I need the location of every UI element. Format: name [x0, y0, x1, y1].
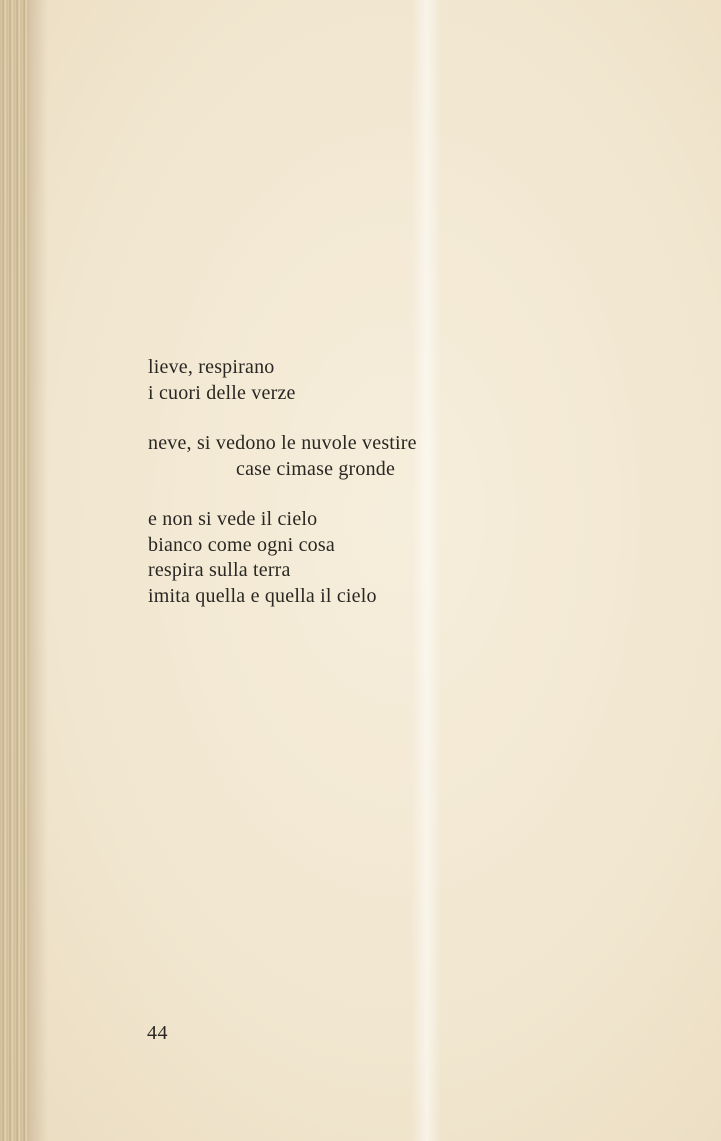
poem-line: bianco come ogni cosa	[148, 533, 335, 556]
poem-line: lieve, respirano	[148, 356, 275, 378]
stanza	[148, 355, 417, 406]
poem-line: neve, si vedono le nuvole vestire	[148, 432, 417, 454]
poem-line-indented: case cimase gronde	[236, 457, 396, 480]
stanza	[148, 431, 417, 482]
poem-line: i cuori delle verze	[148, 381, 296, 404]
stanza	[148, 507, 417, 609]
page-number: 44	[147, 1022, 168, 1044]
poem-text	[148, 355, 417, 634]
poem-line: e non si vede il cielo	[148, 508, 318, 530]
book-spine-edge	[0, 0, 30, 1141]
poem-line: respira sulla terra	[148, 559, 291, 581]
gutter-shadow	[30, 0, 48, 1141]
poem-line: imita quella e quella il cielo	[148, 584, 377, 607]
